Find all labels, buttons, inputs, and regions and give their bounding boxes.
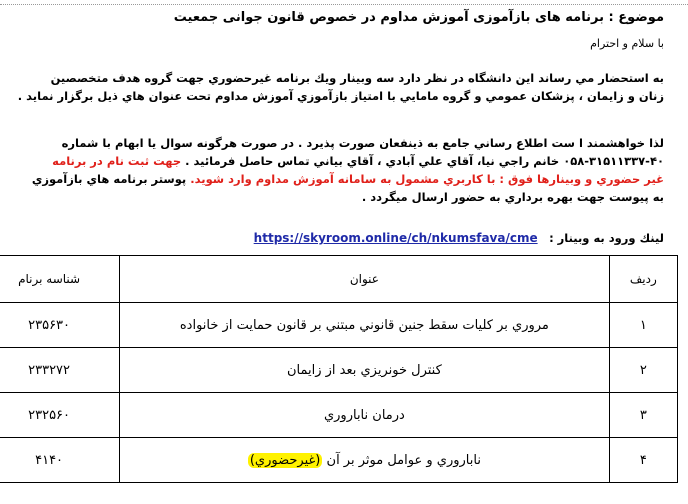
contact-text: ۰۵۸-۳۱۵۱۱۳۳۷-۴۰ خانم راجي نيا، آقاي علي آبادي ، آقاي بياني تماس حاصل فرمائيد . (185, 154, 664, 168)
registration-note: جهت ثبت نام در برنامه (52, 154, 182, 168)
program-title-text: كنترل خونريزي بعد از زايمان (286, 362, 442, 378)
program-id: ۲۳۳۲۷۲ (0, 348, 120, 393)
paragraph1-line2: زنان و زايمان ، پزشكان عمومي و گروه مامايي با امتياز بازآموزي آموزش مداوم تحت عنوان هاي ذيل برگزار نمايد . (17, 89, 664, 103)
top-divider (0, 0, 688, 5)
webinar-link-line (254, 230, 664, 246)
poster-note: پوستر برنامه هاي بازآموزي (31, 172, 187, 186)
header-title: عنوان (120, 256, 609, 303)
webinar-link[interactable]: https://skyroom.online/ch/nkumsfava/cme (253, 231, 538, 245)
program-title (120, 393, 609, 438)
greeting: با سلام و احترام (590, 37, 664, 50)
table-row (0, 393, 678, 438)
program-id: ۲۳۵۶۳۰ (0, 303, 120, 348)
login-instruction: غير حضوري و وبينارها فوق : با كاربري مشمول به سامانه آموزش مداوم وارد شويد. (190, 172, 664, 186)
paragraph2-line2 (52, 153, 664, 169)
row-number: ۲ (609, 348, 677, 393)
row-number: ۳ (609, 393, 677, 438)
program-title-text: درمان ناباروري (323, 407, 405, 423)
table-row (0, 348, 678, 393)
row-number: ۱ (609, 303, 677, 348)
table-row (0, 303, 678, 348)
table-header-row (0, 256, 678, 303)
header-program-id: شناسه برنام (0, 256, 120, 303)
paragraph2-line1: لذا خواهشمند ا ست اطلاع رساني جامع به ذينفعان صورت پذيرد . در صورت هرگونه سوال يا ابهام با شماره (61, 136, 664, 150)
offline-highlight: (غيرحضوري) (249, 452, 321, 468)
paragraph1-line1: به استحضار مي رساند اين دانشگاه در نظر دارد سه وبينار ويك برنامه غيرحضوري جهت گروه هدف متخصصين (50, 71, 664, 85)
program-title-text: ناباروري و عوامل موثر بر آن (326, 452, 481, 468)
program-title-text: مروري بر كليات سقط جنين قانوني مبتني بر قانون حمايت از خانواده (179, 317, 549, 333)
program-id: ۲۳۲۵۶۰ (0, 393, 120, 438)
paragraph2-line4: به پيوست جهت بهره برداري به حضور ارسال ميگردد . (361, 190, 664, 204)
header-row-number: رديف (609, 256, 677, 303)
program-title (120, 348, 609, 393)
subject-line: موضوع : برنامه های بازآموزی آموزش مداوم در خصوص قانون جوانی جمعیت (173, 10, 664, 25)
row-number: ۴ (609, 438, 677, 483)
webinar-link-label: لينك ورود به وبينار : (549, 231, 664, 245)
programs-table (0, 255, 678, 483)
program-title (120, 438, 609, 483)
program-title (120, 303, 609, 348)
table-row (0, 438, 678, 483)
program-id: ۴۱۴۰ (0, 438, 120, 483)
paragraph2-line3 (32, 171, 664, 187)
